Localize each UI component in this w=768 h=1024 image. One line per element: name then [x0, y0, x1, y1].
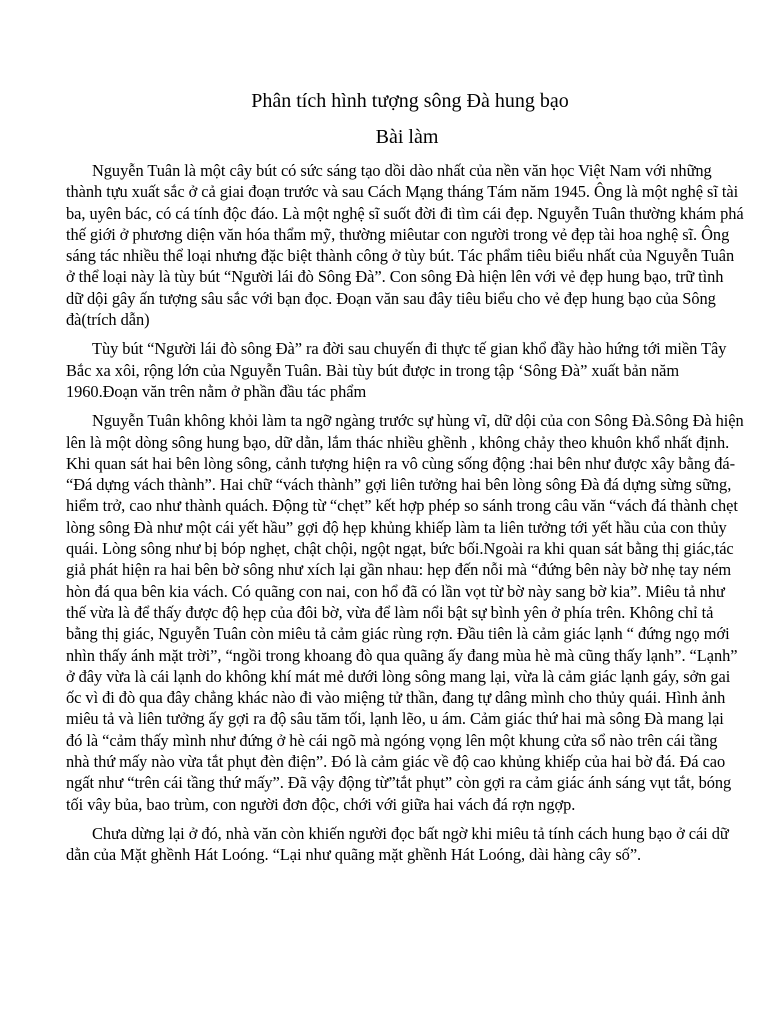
- document-title: Phân tích hình tượng sông Đà hung bạo: [251, 90, 569, 112]
- paragraph-intro: Nguyễn Tuân là một cây bút có sức sáng tạo dồi dào nhất của nền văn học Việt Nam với những thành tựu xuất sắc ở cả giai đoạn trước và sau Cách Mạng tháng Tám năm 1945. Ông là một nghệ sĩ tài ba, uyên bác, có cá tính độc đáo. Là một nghệ sĩ suốt đời đi tìm cái đẹp. Nguyễn Tuân thường khám phá thế giới ở phương diện văn hóa thẩm mỹ, thường miêutar con người trong vẻ đẹp tài hoa nghệ sĩ. Ông sáng tác nhiều thể loại nhưng đặc biệt thành công ở tùy bút. Tác phẩm tiêu biểu nhất của Nguyễn Tuân ở thể loại này là tùy bút “Người lái đò Sông Đà”. Con sông Đà hiện lên với vẻ đẹp hung bạo, trữ tình dữ dội gây ấn tượng sâu sắc với bạn đọc. Đoạn văn sau đây tiêu biểu cho vẻ đẹp hung bạo của Sông đà(trích dẫn): [66, 161, 744, 330]
- paragraph-analysis: Nguyễn Tuân không khỏi làm ta ngỡ ngàng trước sự hùng vĩ, dữ dội của con Sông Đà.Sông Đà hiện lên là một dòng sông hung bạo, dữ dằn, lắm thác nhiều ghềnh , không chảy theo khuôn khổ nhất định. Khi quan sát hai bên lòng sông, cảnh tượng hiện ra vô cùng sống động :hai bên như được xây bằng đá- “Đá dựng vách thành”. Hai chữ “vách thành” gợi liên tưởng hai bên lòng sông Đà đá dựng sừng sững, hiểm trở, cao như thành quách. Động từ “chẹt” kết hợp phép so sánh trong câu văn “vách đá thành chẹt lòng sông Đà như một cái yết hầu” gợi độ hẹp khủng khiếp làm ta liên tưởng tới yết hầu của con thủy quái. Lòng sông như bị bóp nghẹt, chật chội, ngột ngạt, bức bối.Ngoài ra khi quan sát bằng thị giác,tác giả phát hiện ra hai bên bờ sông như xích lại gần nhau: hẹp đến nỗi mà “đứng bên này bờ nhẹ tay ném hòn đá qua bên kia vách. Có quãng con nai, con hổ đã có lần vọt từ bờ này sang bờ kia”. Miêu tả như thế vừa là để thấy được độ hẹp của đôi bờ, vừa để làm nổi bật sự bình yên ở phía trên. Không chỉ tả bằng thị giác, Nguyễn Tuân còn miêu tả cảm giác rùng rợn. Đầu tiên là cảm giác lạnh “ đứng ngọ mới nhìn thấy ánh mặt trời”, “ngồi trong khoang đò qua quãng ấy đang mùa hè mà cũng thấy lạnh”. “Lạnh” ở đây vừa là cái lạnh do không khí mát mẻ dưới lòng sông mang lại, vừa là cảm giác lạnh gáy, sởn gai ốc vì đi đò qua đây chẳng khác nào đi vào miệng tử thần, đang tự dâng mình cho thủy quái. Hình ảnh miêu tả và liên tưởng ấy gợi ra độ sâu tăm tối, lạnh lẽo, u ám. Cảm giác thứ hai mà sông Đà mang lại đó là “cảm thấy mình như đứng ở hè cái ngõ mà ngóng vọng lên một khung cửa sổ nào trên cái tầng nhà thứ mấy nào vừa tắt phụt đèn điện”. Đó là cảm giác về độ cao khủng khiếp của hai bờ đá. Đá cao ngất như “trên cái tầng thứ mấy”. Đã vậy động từ”tắt phụt” còn gợi ra cảm giác ánh sáng vụt tắt, bóng tối vây bủa, bao trùm, con người đơn độc, chới với giữa hai vách đá rợn ngợp.: [66, 411, 744, 814]
- paragraph-context: Tùy bút “Người lái đò sông Đà” ra đời sau chuyến đi thực tế gian khổ đầy hào hứng tới miền Tây Bắc xa xôi, rộng lớn của Nguyễn Tuân. Bài tùy bút được in trong tập ‘Sông Đà” xuất bản năm 1960.Đoạn văn trên nằm ở phần đầu tác phẩm: [66, 339, 727, 401]
- document-subtitle: Bài làm: [375, 126, 439, 148]
- paragraph-continuation: Chưa dừng lại ở đó, nhà văn còn khiến người đọc bất ngờ khi miêu tả tính cách hung bạo ở cái dữ dằn của Mặt ghềnh Hát Loóng. “Lại như quãng mặt ghềnh Hát Loóng, dài hàng cây số”.: [66, 823, 729, 865]
